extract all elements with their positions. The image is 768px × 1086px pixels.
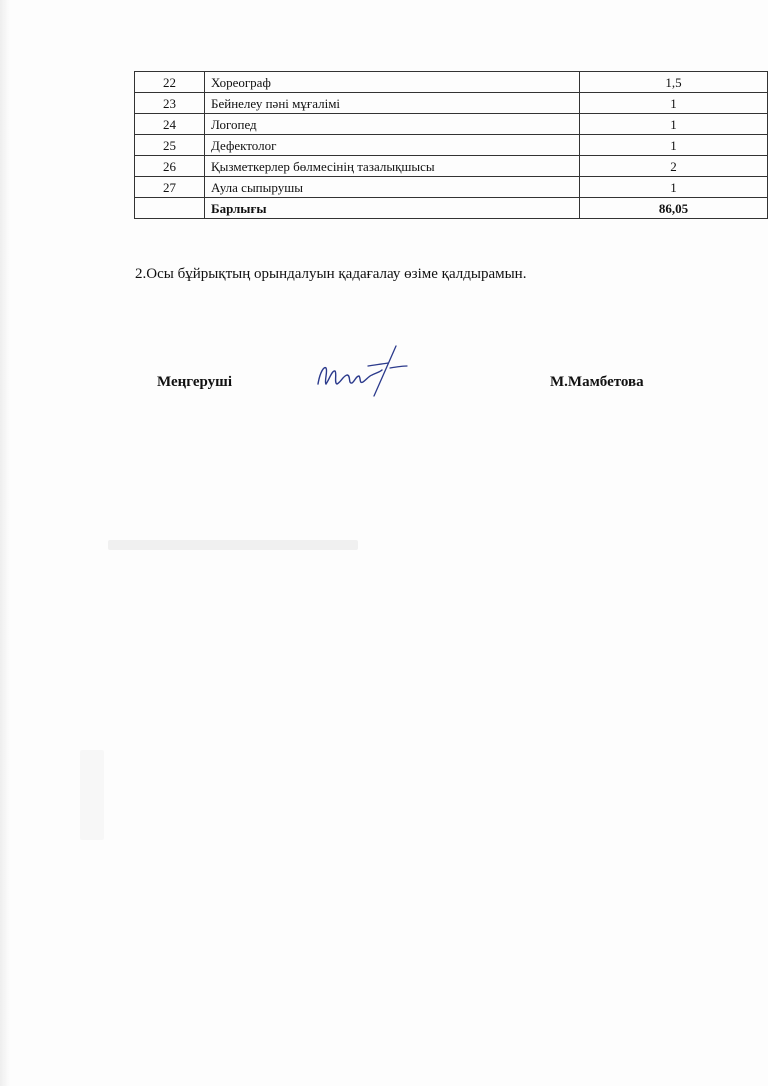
total-label: Барлығы	[205, 198, 580, 219]
row-number: 23	[135, 93, 205, 114]
total-number-cell	[135, 198, 205, 219]
total-value: 86,05	[580, 198, 768, 219]
table-row	[135, 135, 768, 156]
scan-smudge	[108, 540, 358, 550]
staff-count: 1	[580, 93, 768, 114]
position-name: Дефектолог	[205, 135, 580, 156]
signatory-name: М.Мамбетова	[550, 374, 644, 390]
row-number: 25	[135, 135, 205, 156]
table-row	[135, 156, 768, 177]
table-row	[135, 72, 768, 93]
position-name: Бейнелеу пәні мұғалімі	[205, 93, 580, 114]
table-row	[135, 93, 768, 114]
signatory-title: Меңгеруші	[157, 374, 233, 390]
row-number: 27	[135, 177, 205, 198]
handwritten-signature	[310, 338, 420, 408]
row-number: 24	[135, 114, 205, 135]
position-name: Хореограф	[205, 72, 580, 93]
staff-count: 1	[580, 114, 768, 135]
scan-edge	[0, 0, 10, 1086]
position-name: Аула сыпырушы	[205, 177, 580, 198]
table-row	[135, 114, 768, 135]
staff-count: 1	[580, 177, 768, 198]
staff-count: 1,5	[580, 72, 768, 93]
row-number: 26	[135, 156, 205, 177]
staff-count: 1	[580, 135, 768, 156]
scan-smudge	[80, 750, 104, 840]
position-name: Қызметкерлер бөлмесінің тазалықшысы	[205, 156, 580, 177]
order-paragraph: 2.Осы бұйрықтың орындалуын қадағалау өзіме қалдырамын.	[135, 266, 527, 282]
row-number: 22	[135, 72, 205, 93]
staff-count: 2	[580, 156, 768, 177]
position-name: Логопед	[205, 114, 580, 135]
total-row	[135, 198, 768, 219]
table-row	[135, 177, 768, 198]
staff-table	[134, 71, 768, 219]
